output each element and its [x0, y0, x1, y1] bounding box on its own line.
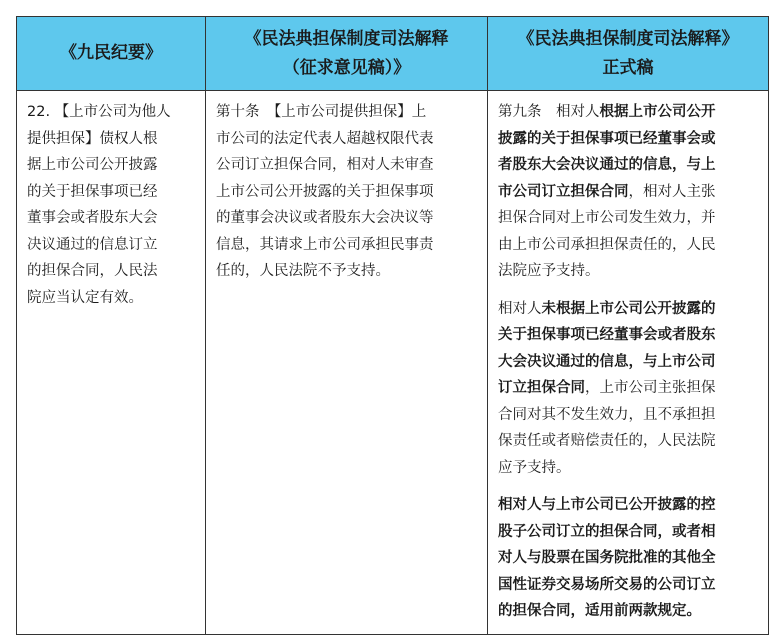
text-line: 公司订立担保合同，相对人未审查: [216, 157, 434, 173]
text-line: 的担保合同，人民法: [27, 263, 158, 279]
text-line: 担保合同对上市公司发生效力，并: [498, 210, 716, 226]
header-col3-line1: 《民法典担保制度司法解释》: [517, 28, 739, 49]
text-line: 信息，其请求上市公司承担民事责: [216, 236, 434, 253]
bold-line: 相对人与上市公司已公开披露的控: [498, 497, 716, 513]
text-line: 据上市公司公开披露: [27, 157, 158, 173]
text-line: 决议通过的信息订立: [27, 236, 158, 253]
bold-line: 者股东大会决议通过的信息，与上: [498, 157, 716, 173]
text-line: 市公司的法定代表人超越权限代表: [216, 130, 434, 147]
text-run: ，上市公司主张担保: [585, 380, 716, 396]
text-line: 合同对其不发生效力，且不承担担: [498, 406, 716, 423]
text-line: [498, 99, 760, 126]
text-line: 任的，人民法院不予支持。: [216, 263, 390, 279]
comparison-table: [16, 16, 769, 635]
text-line: 董事会或者股东大会: [27, 210, 158, 226]
bold-line: 国性证券交易场所交易的公司订立: [498, 576, 716, 593]
text-line: 应予支持。: [498, 459, 571, 476]
text-line: [498, 179, 760, 206]
bold-line: 大会决议通过的信息，与上市公司: [498, 353, 716, 370]
bold-run: 根据上市公司公开: [599, 104, 716, 120]
text-line: 的关于担保事项已经: [27, 183, 158, 200]
paragraph-1: [498, 99, 760, 285]
text-line: [498, 296, 760, 323]
text-line: 22. 【上市公司为他人: [27, 104, 171, 120]
bold-line: 股子公司订立的担保合同，或者相: [498, 523, 716, 540]
cell-final-article-9: [488, 91, 769, 635]
header-col3-line2: 正式稿: [602, 57, 654, 78]
bold-run: 未根据上市公司公开披露的: [541, 300, 716, 317]
header-col2-line1: 《民法典担保制度司法解释: [244, 28, 449, 49]
text-line: 由上市公司承担担保责任的，人民: [498, 236, 716, 253]
cell-jiumin-article-22: [17, 91, 206, 635]
paragraph-2: [498, 296, 760, 482]
text-line: 法院应予支持。: [498, 263, 600, 279]
content-row: [17, 91, 769, 635]
text-run: 相对人: [498, 300, 542, 317]
text-run: 第九条 相对人: [498, 104, 600, 120]
cell-draft-article-10: [206, 91, 488, 635]
bold-line: 的担保合同，适用前两款规定。: [498, 603, 701, 619]
header-final-interpretation: [488, 17, 769, 91]
bold-line: 对人与股票在国务院批准的其他全: [498, 550, 716, 566]
header-row: [17, 17, 769, 91]
bold-line: 关于担保事项已经董事会或者股东: [498, 327, 716, 343]
header-jiumin-minutes: [17, 17, 206, 91]
text-line: 保责任或者赔偿责任的，人民法院: [498, 433, 716, 449]
paragraph-3: [498, 492, 760, 625]
text-line: 第十条 【上市公司提供担保】上: [216, 104, 427, 120]
text-run: ，相对人主张: [628, 183, 716, 200]
header-col2-line2: （征求意见稿）》: [282, 57, 411, 78]
bold-line: 披露的关于担保事项已经董事会或: [498, 130, 716, 147]
text-line: [498, 375, 760, 402]
text-line: 院应当认定有效。: [27, 289, 143, 306]
header-col1-text: 《九民纪要》: [60, 43, 162, 63]
text-line: 上市公司公开披露的关于担保事项: [216, 183, 434, 200]
text-line: 提供担保】债权人根: [27, 130, 158, 147]
bold-run: 订立担保合同: [498, 380, 585, 396]
bold-run: 市公司订立担保合同: [498, 183, 629, 200]
text-line: 的董事会决议或者股东大会决议等: [216, 210, 434, 226]
header-draft-interpretation: [206, 17, 488, 91]
